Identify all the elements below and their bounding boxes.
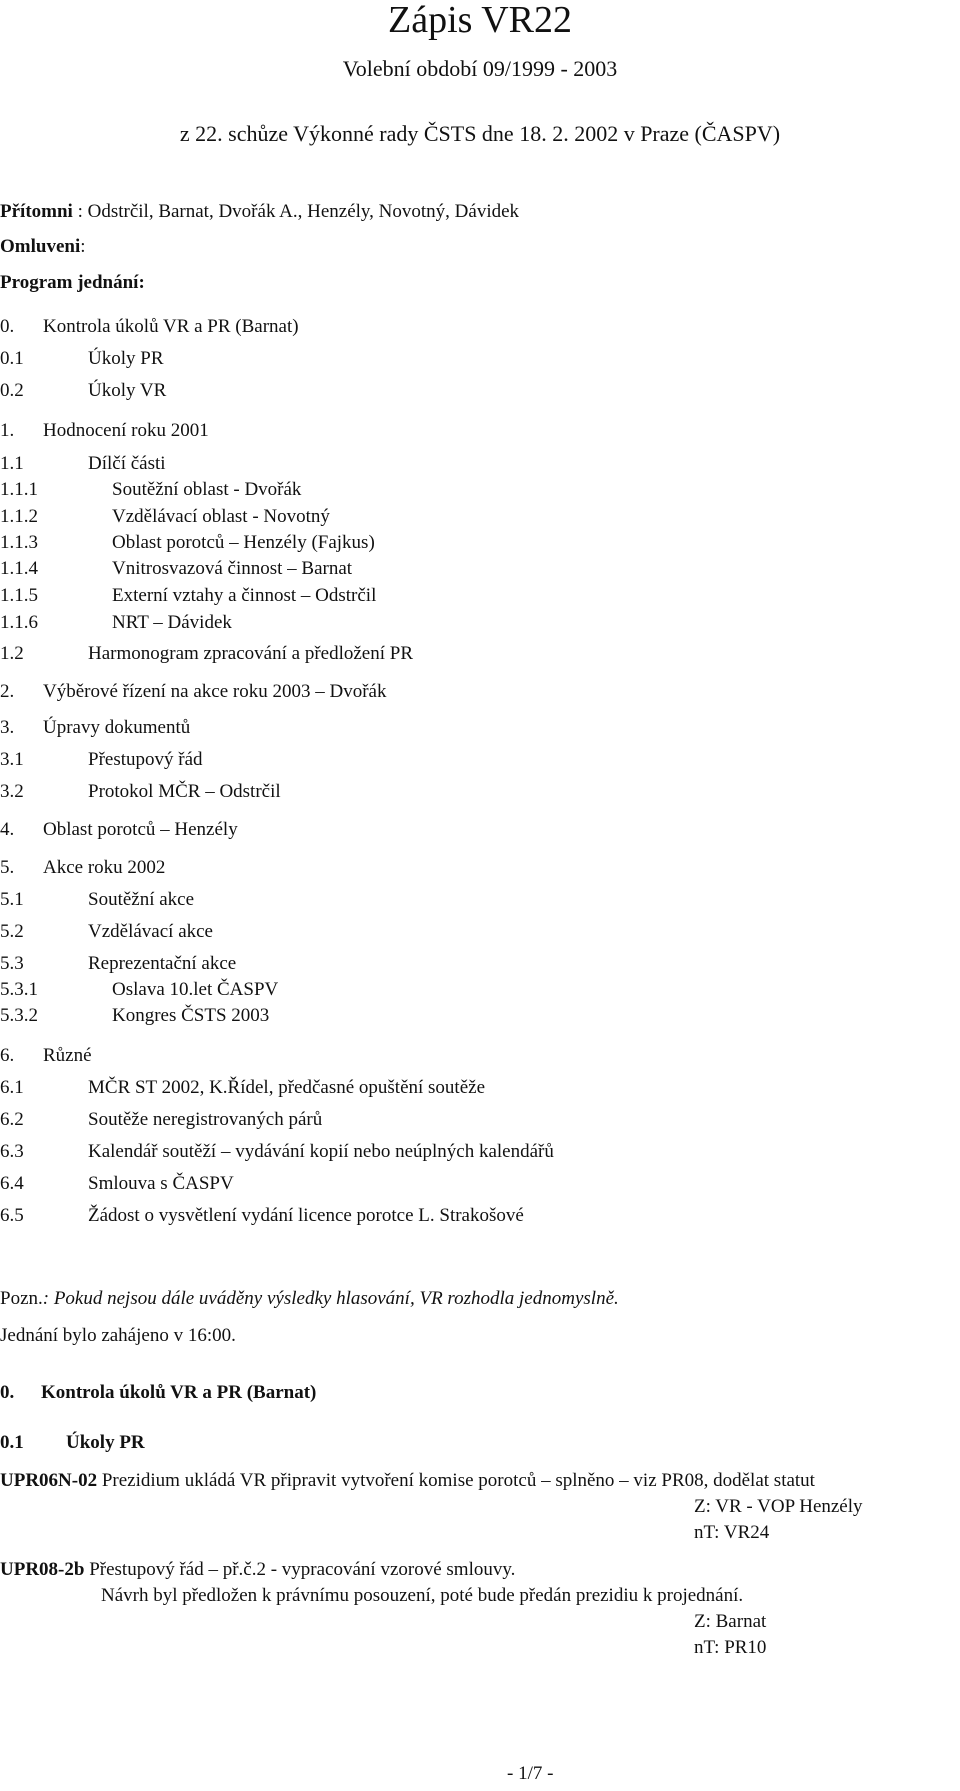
agenda-item-text: Vnitrosvazová činnost – Barnat — [112, 558, 353, 579]
agenda-item — [0, 585, 900, 607]
agenda-item-text: Kalendář soutěží – vydávání kopií nebo neúplných kalendářů — [88, 1141, 554, 1162]
agenda-item — [0, 1109, 900, 1131]
agenda-item — [0, 612, 900, 634]
agenda-item-text: Protokol MČR – Odstrčil — [88, 781, 281, 802]
agenda-item — [0, 681, 900, 703]
agenda-item — [0, 453, 900, 475]
agenda-item-text: Žádost o vysvětlení vydání licence porotce L. Strakošové — [88, 1205, 524, 1226]
excused-label: Omluveni — [0, 236, 81, 257]
agenda-item-text: Úkoly PR — [88, 348, 164, 369]
agenda-item-text: Smlouva s ČASPV — [88, 1173, 234, 1194]
agenda-item — [0, 1005, 900, 1027]
agenda-item-number: 0.1 — [0, 348, 24, 369]
page-number: - 1/7 - — [507, 1763, 554, 1784]
agenda-item — [0, 819, 900, 841]
task-1-text: Prezidium ukládá VR připravit vytvoření komise porotců – splněno – viz PR08, dodělat statut — [97, 1470, 815, 1491]
agenda-item-text: Kontrola úkolů VR a PR (Barnat) — [43, 316, 299, 337]
agenda-item — [0, 781, 900, 803]
meeting-info: z 22. schůze Výkonné rady ČSTS dne 18. 2. 2002 v Praze (ČASPV) — [179, 121, 781, 146]
agenda-item — [0, 953, 900, 975]
task-2 — [0, 1559, 515, 1581]
agenda-item-text: Úpravy dokumentů — [43, 717, 191, 738]
agenda-item-text: Různé — [43, 1045, 92, 1066]
agenda-item — [0, 1173, 900, 1195]
agenda-item-number: 5.3 — [0, 953, 24, 974]
task-1 — [0, 1470, 815, 1492]
agenda-item-number: 1.1.2 — [0, 506, 38, 527]
section-0-number: 0. — [0, 1382, 15, 1403]
agenda-item — [0, 532, 900, 554]
agenda-item-text: Soutěžní akce — [88, 889, 195, 910]
agenda-item — [0, 643, 900, 665]
meeting-start: Jednání bylo zahájeno v 16:00. — [0, 1325, 236, 1346]
agenda-item-text: Reprezentační akce — [88, 953, 237, 974]
agenda-item — [0, 1045, 900, 1067]
excused-line — [0, 236, 86, 258]
agenda-item-text: Akce roku 2002 — [43, 857, 166, 878]
agenda-item-number: 6.5 — [0, 1205, 24, 1226]
agenda-item — [0, 506, 900, 528]
agenda-item-number: 1.1.1 — [0, 479, 38, 500]
present-label: Přítomni — [0, 201, 73, 222]
agenda-item-text: Oblast porotců – Henzély (Fajkus) — [112, 532, 375, 553]
task-2-responsible: Z: Barnat — [694, 1611, 767, 1632]
task-2-text: Přestupový řád – př.č.2 - vypracování vzorové smlouvy. — [84, 1559, 516, 1580]
agenda-item-text: Vzdělávací oblast - Novotný — [112, 506, 330, 527]
agenda-item — [0, 1205, 900, 1227]
agenda-item-text: Výběrové řízení na akce roku 2003 – Dvořák — [43, 681, 387, 702]
agenda-item-number: 3.1 — [0, 749, 24, 770]
note-line — [0, 1288, 619, 1310]
task-1-deadline: nT: VR24 — [694, 1522, 770, 1543]
agenda-item-text: Soutěžní oblast - Dvořák — [112, 479, 302, 500]
agenda-item — [0, 1077, 900, 1099]
agenda-item — [0, 921, 900, 943]
section-0-heading — [0, 1382, 317, 1404]
present-line — [0, 201, 519, 223]
agenda-item-text: Dílčí části — [88, 453, 166, 474]
agenda-item-number: 1.1.4 — [0, 558, 38, 579]
agenda-item-number: 6.3 — [0, 1141, 24, 1162]
agenda-item-text: Oblast porotců – Henzély — [43, 819, 238, 840]
agenda-item-number: 3.2 — [0, 781, 24, 802]
agenda-item-text: Kongres ČSTS 2003 — [112, 1005, 270, 1026]
agenda-item-number: 1.2 — [0, 643, 24, 664]
task-2-note: Návrh byl předložen k právnímu posouzení, poté bude předán prezidiu k projednání. — [101, 1585, 744, 1606]
agenda-item — [0, 979, 900, 1001]
agenda-item — [0, 749, 900, 771]
task-2-id: UPR08-2b — [0, 1559, 85, 1580]
agenda-item-number: 5.2 — [0, 921, 24, 942]
section-01-title: Úkoly PR — [66, 1432, 145, 1453]
agenda-item — [0, 316, 900, 338]
agenda-item-text: NRT – Dávidek — [112, 612, 232, 633]
agenda-item — [0, 420, 900, 442]
excused-names: : — [80, 236, 86, 257]
agenda-item-text: Soutěže neregistrovaných párů — [88, 1109, 323, 1130]
agenda-item-text: Vzdělávací akce — [88, 921, 213, 942]
task-2-deadline: nT: PR10 — [694, 1637, 767, 1658]
agenda-item-number: 5.3.2 — [0, 1005, 38, 1026]
agenda-item-number: 6. — [0, 1045, 15, 1066]
agenda-item-number: 1.1 — [0, 453, 24, 474]
section-0-title: Kontrola úkolů VR a PR (Barnat) — [41, 1382, 317, 1403]
agenda-item-number: 0. — [0, 316, 15, 337]
document-subtitle: Volební období 09/1999 - 2003 — [342, 56, 618, 81]
agenda-item-number: 5.1 — [0, 889, 24, 910]
present-names: : Odstrčil, Barnat, Dvořák A., Henzély, Novotný, Dávidek — [72, 201, 520, 222]
agenda-item-number: 5. — [0, 857, 15, 878]
agenda-item-number: 0.2 — [0, 380, 24, 401]
program-label: Program jednání: — [0, 272, 145, 293]
note-text: : Pokud nejsou dále uváděny výsledky hlasování, VR rozhodla jednomyslně. — [42, 1288, 619, 1309]
agenda-item-number: 1.1.3 — [0, 532, 38, 553]
section-01-heading — [0, 1432, 145, 1454]
agenda-item-number: 6.2 — [0, 1109, 24, 1130]
agenda-item-text: MČR ST 2002, K.Řídel, předčasné opuštění soutěže — [88, 1077, 486, 1098]
agenda-item-number: 2. — [0, 681, 15, 702]
agenda-item — [0, 1141, 900, 1163]
agenda-item-text: Úkoly VR — [88, 380, 167, 401]
agenda-item-text: Externí vztahy a činnost – Odstrčil — [112, 585, 377, 606]
agenda-item-text: Přestupový řád — [88, 749, 203, 770]
agenda-item-number: 1.1.5 — [0, 585, 38, 606]
agenda-item-number: 1. — [0, 420, 15, 441]
task-1-responsible: Z: VR - VOP Henzély — [694, 1496, 863, 1517]
agenda-item-number: 1.1.6 — [0, 612, 38, 633]
agenda-item — [0, 889, 900, 911]
agenda-item-number: 3. — [0, 717, 15, 738]
agenda-item — [0, 717, 900, 739]
note-prefix: Pozn. — [0, 1288, 43, 1309]
agenda-item-number: 4. — [0, 819, 15, 840]
agenda-item — [0, 380, 900, 402]
agenda-item-text: Harmonogram zpracování a předložení PR — [88, 643, 413, 664]
task-1-id: UPR06N-02 — [0, 1470, 98, 1491]
agenda-item — [0, 857, 900, 879]
agenda-item — [0, 479, 900, 501]
agenda-item-number: 6.1 — [0, 1077, 24, 1098]
agenda-item — [0, 348, 900, 370]
agenda-item-text: Hodnocení roku 2001 — [43, 420, 209, 441]
agenda-item-text: Oslava 10.let ČASPV — [112, 979, 279, 1000]
document-title: Zápis VR22 — [387, 0, 573, 41]
agenda-item — [0, 558, 900, 580]
section-01-number: 0.1 — [0, 1432, 24, 1453]
agenda-item-number: 5.3.1 — [0, 979, 38, 1000]
agenda-item-number: 6.4 — [0, 1173, 24, 1194]
